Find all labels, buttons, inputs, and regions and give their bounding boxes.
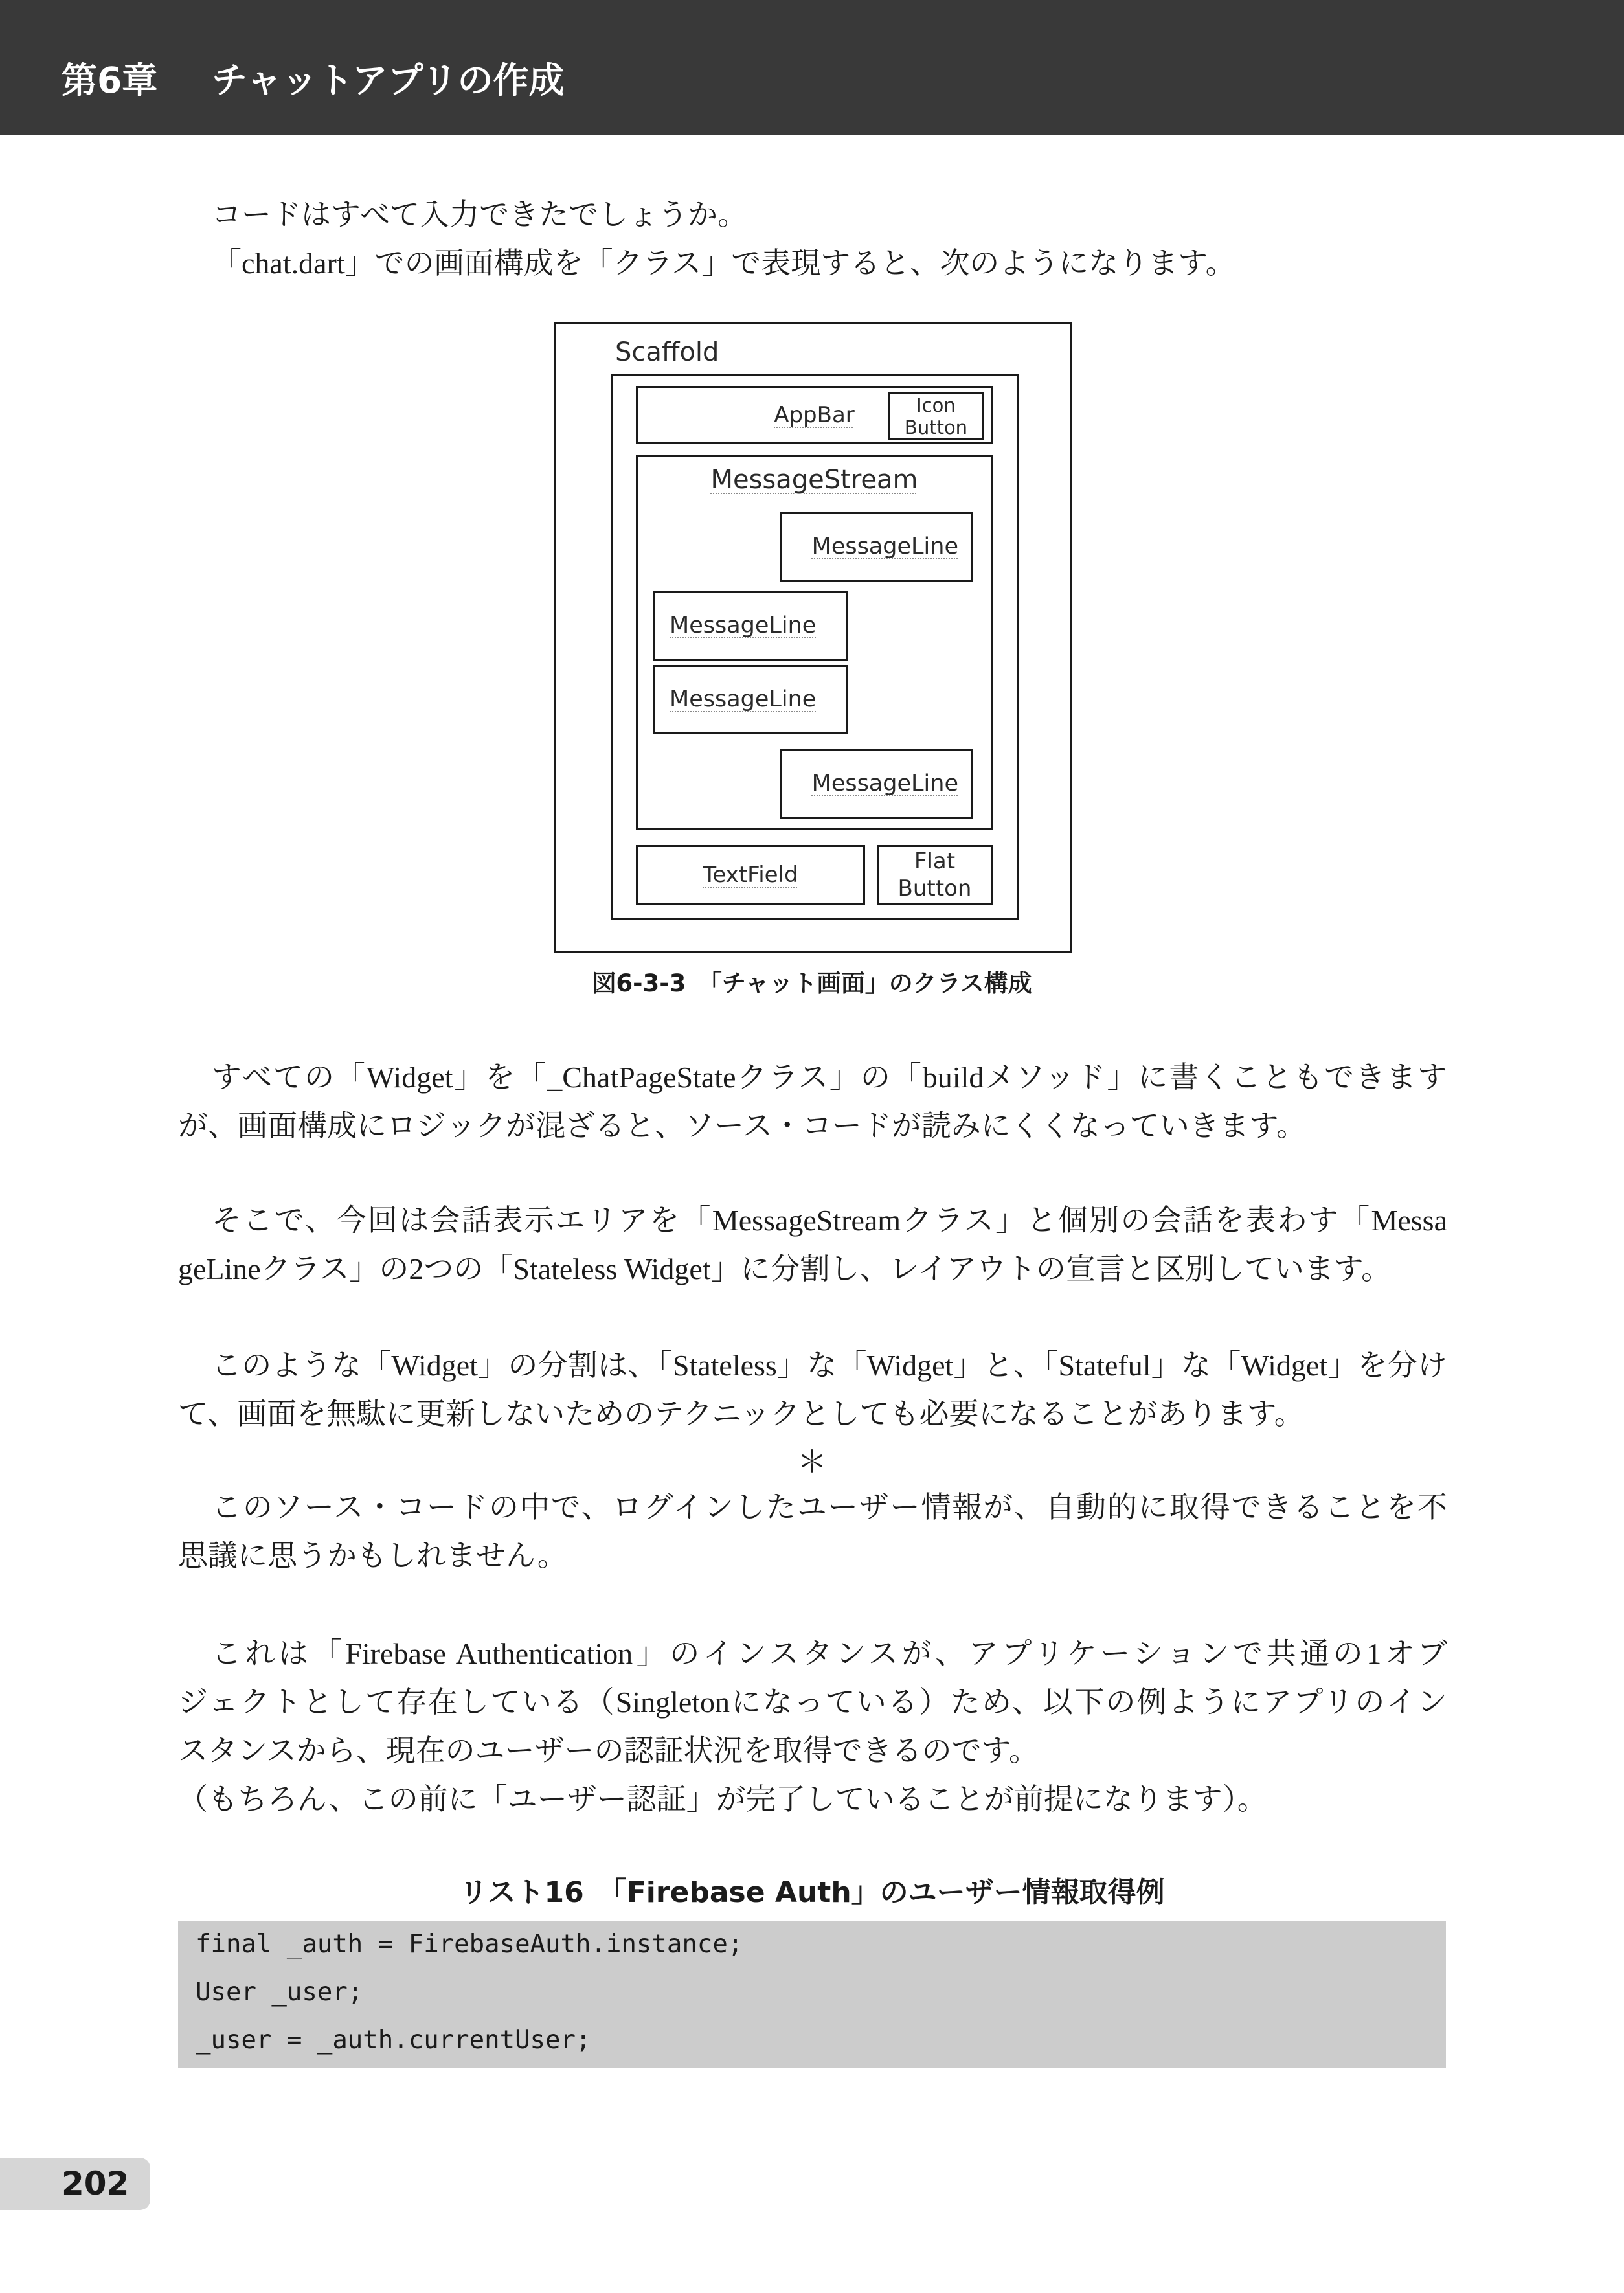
scaffold-label: Scaffold — [615, 337, 719, 367]
icon-button-label — [905, 394, 967, 438]
appbar-box — [636, 386, 993, 444]
code-listing — [178, 1921, 1446, 2068]
icon-button-label-line: Icon — [916, 394, 956, 416]
icon-button-label-line: Button — [904, 416, 968, 438]
chapter-title: チャットアプリの作成 — [212, 60, 565, 101]
message-line-box — [780, 749, 973, 819]
message-stream-box — [636, 455, 993, 830]
paragraph-line: このソース・コードの中で、ログインしたユーザー情報が、自動的に取得できることを不 — [212, 1491, 1447, 1524]
chapter-number: 第6章 — [62, 60, 158, 101]
appbar-label: AppBar — [774, 402, 855, 428]
paragraph-line: そこで、今回は会話表示エリアを「MessageStreamクラス」と個別の会話を表わす「Messa — [212, 1204, 1447, 1237]
paragraph-line: これは「Firebase Authentication」のインスタンスが、アプリケーションで共通の1オブ — [212, 1637, 1447, 1670]
paragraph-line: ジェクトとして存在している（Singletonになっている）ため、以下の例ようにアプリのイン — [178, 1686, 1447, 1719]
paragraph-5 — [178, 1629, 1447, 1824]
paragraph-line: て、画面を無駄に更新しないためのテクニックとしても必要になることがあります。 — [178, 1397, 1304, 1430]
paragraph-line: 「chat.dart」での画面構成を「クラス」で表現すると、次のようになります。 — [212, 247, 1235, 280]
message-line-label: MessageLine — [670, 686, 817, 712]
page-number-tab — [0, 2158, 150, 2210]
message-line-box — [653, 591, 848, 661]
paragraph-3 — [178, 1341, 1447, 1438]
flat-button-label-line: Button — [897, 875, 972, 901]
paragraph-line: すべての「Widget」を「_ChatPageStateクラス」の「buildメソッド」に書くこともできます — [212, 1061, 1447, 1094]
paragraph-line: このような「Widget」の分割は、「Stateless」な「Widget」と、「Stateful」な「Widget」を分け — [212, 1349, 1447, 1382]
code-line: User _user; — [196, 1978, 363, 2007]
listing-caption: リスト16 「Firebase Auth」のユーザー情報取得例 — [459, 1876, 1165, 1909]
message-line-box — [653, 665, 848, 734]
flat-button-label-line: Flat — [914, 848, 956, 874]
message-line-label: MessageLine — [811, 771, 958, 796]
section-separator: ＊ — [797, 1445, 827, 1478]
paragraph-line: geLineクラス」の2つの「Stateless Widget」に分割し、レイアウトの宣言と区別しています。 — [178, 1252, 1392, 1285]
paragraph-line: コードはすべて入力できたでしょうか。 — [212, 198, 748, 231]
paragraph-line: 思議に思うかもしれません。 — [178, 1539, 567, 1572]
icon-button-box — [888, 392, 984, 440]
paragraph-2 — [178, 1196, 1447, 1293]
message-line-box — [780, 512, 973, 582]
chapter-header-bar — [0, 0, 1624, 135]
text-field-box — [636, 845, 865, 905]
paragraph-line: が、画面構成にロジックが混ざると、ソース・コードが読みにくくなっていきます。 — [178, 1109, 1307, 1142]
code-line: _user = _auth.currentUser; — [196, 2026, 591, 2055]
message-stream-label: MessageStream — [710, 465, 918, 495]
page-number: 202 — [62, 2165, 130, 2202]
intro-paragraph — [178, 190, 1447, 288]
scaffold-body-box — [611, 374, 1019, 920]
message-line-label: MessageLine — [670, 613, 817, 638]
message-line-label: MessageLine — [811, 534, 958, 559]
flat-button-box — [877, 845, 993, 905]
paragraph-line: （もちろん、この前に「ユーザー認証」が完了していることが前提になります）。 — [178, 1783, 1267, 1816]
paragraph-4 — [178, 1483, 1447, 1580]
class-structure-diagram — [554, 322, 1072, 953]
figure-caption: 図6-3-3 「チャット画面」のクラス構成 — [592, 969, 1032, 997]
flat-button-label — [898, 848, 972, 902]
code-line: final _auth = FirebaseAuth.instance; — [196, 1930, 743, 1959]
text-field-label: TextField — [703, 862, 798, 888]
paragraph-1 — [178, 1053, 1447, 1150]
paragraph-line: スタンスから、現在のユーザーの認証状況を取得できるのです。 — [178, 1734, 1039, 1767]
